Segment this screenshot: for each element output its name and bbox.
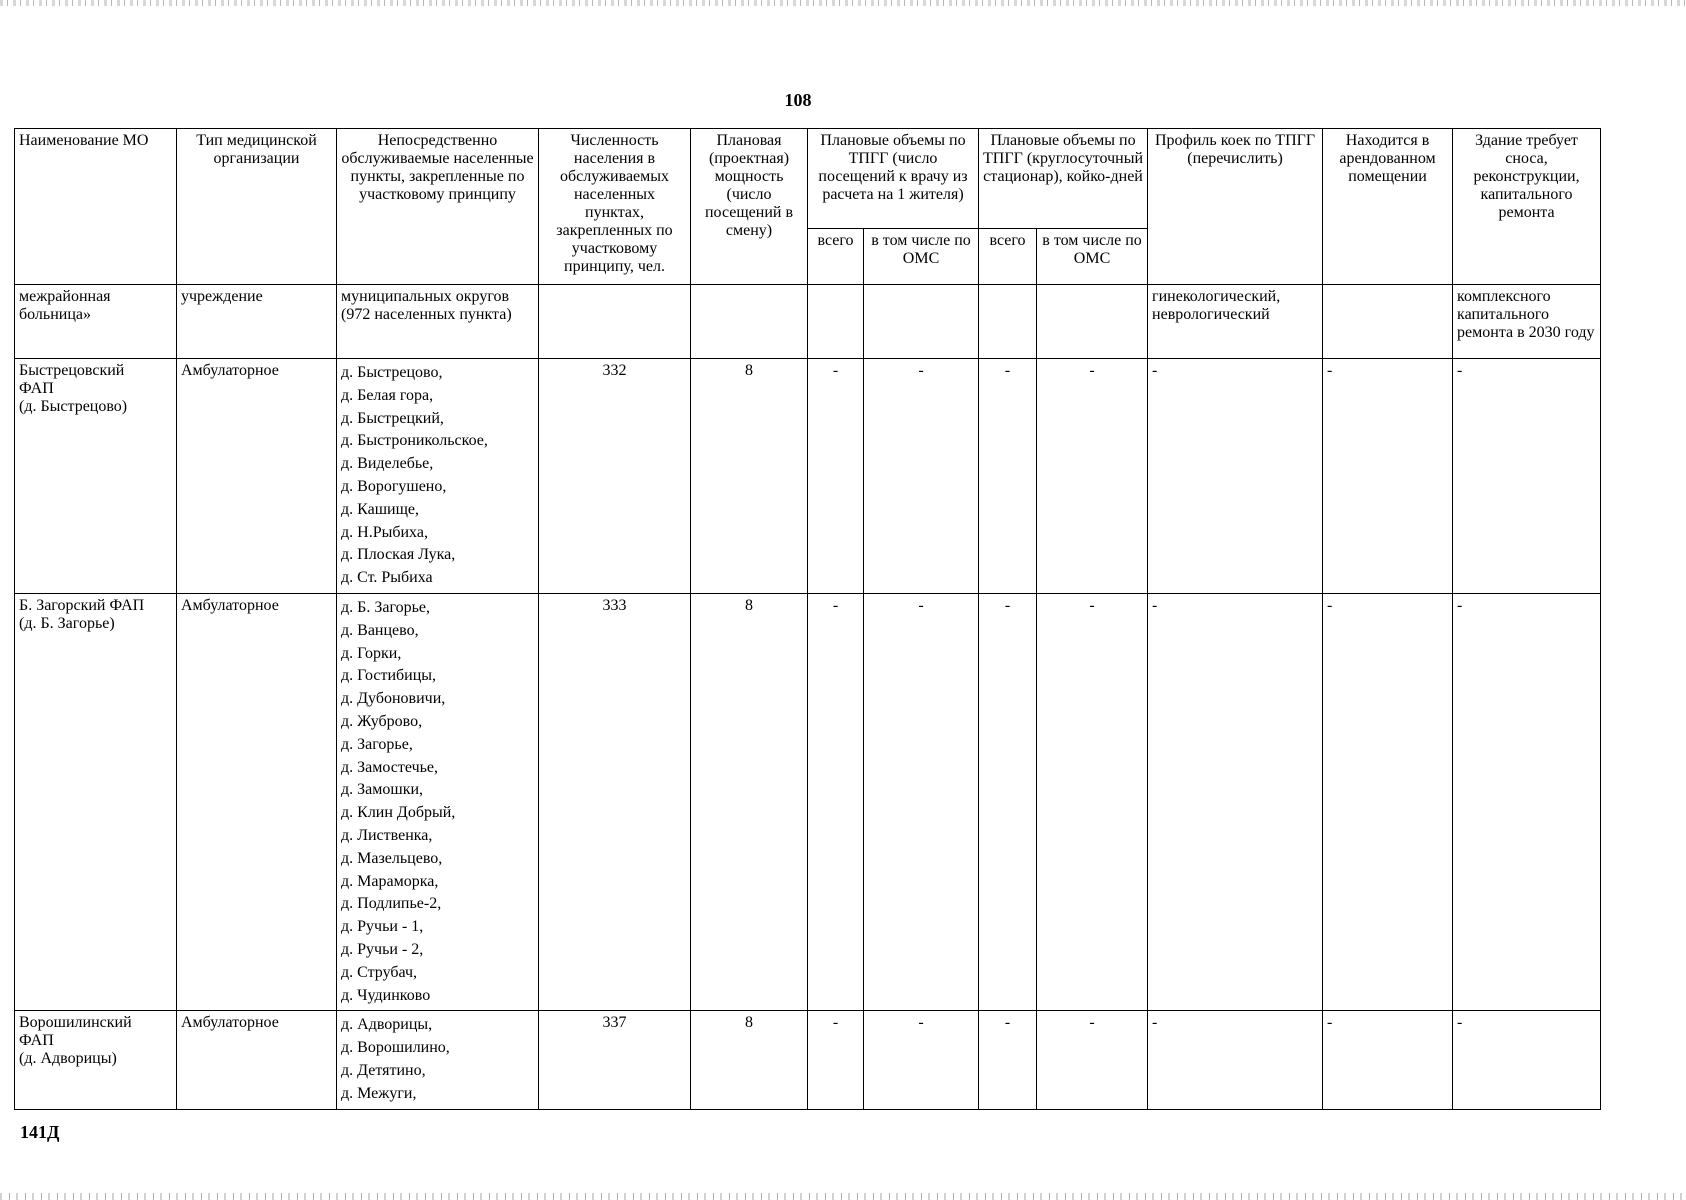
settlement-item: д. Гостибицы, (341, 667, 437, 685)
row-beds-total: - (979, 593, 1037, 1010)
header-name-mo: Наименование МО (15, 129, 177, 285)
header-visits-group: Плановые объемы по ТПГГ (число посещений к врачу из расчета на 1 жителя) (808, 129, 979, 229)
row-beds-oms: - (1037, 593, 1148, 1010)
settlement-item: д. Ворогушено, (341, 477, 447, 495)
settlement-item: д. Чудинково (341, 986, 431, 1004)
cont-beds-total (979, 285, 1037, 359)
settlement-item: д. Быстроникольское, (341, 432, 488, 450)
name-line: (д. Б. Загорье) (19, 614, 115, 632)
table-row (15, 593, 1601, 1010)
row-population: 333 (539, 593, 691, 1010)
name-line: ФАП (19, 380, 54, 397)
settlement-item: д. Лиственка, (341, 826, 433, 844)
table-row (15, 1011, 1601, 1109)
header-beds-total: всего (979, 229, 1037, 285)
settlement-item: д. Струбач, (341, 963, 418, 981)
row-name-mo (15, 359, 177, 594)
settlement-item: д. Замостечье, (341, 758, 439, 776)
header-demolition: Здание требует сноса, реконструкции, капитального ремонта (1453, 129, 1601, 285)
header-visits-oms: в том числе по ОМС (864, 229, 979, 285)
settlement-item: д. Ворошилино, (341, 1039, 450, 1057)
settlement-item: д. Ручьи - 2, (341, 940, 424, 958)
settlement-item: д. Подлипье-2, (341, 895, 442, 913)
row-population: 337 (539, 1011, 691, 1109)
settlement-item: д. Жуброво, (341, 712, 423, 730)
row-rented: - (1323, 1011, 1453, 1109)
header-visits-total: всего (808, 229, 864, 285)
settlement-item: д. Ванцево, (341, 621, 419, 639)
settlement-item: д. Адворицы, (341, 1016, 433, 1034)
settlement-item: д. Быстрецкий, (341, 409, 444, 427)
name-line: (д. Быстрецово) (19, 398, 128, 415)
row-capacity: 8 (691, 1011, 808, 1109)
settlement-item: д. Ст. Рыбиха (341, 569, 433, 587)
settlement-item: д. Н.Рыбиха, (341, 523, 428, 541)
cont-capacity (691, 285, 808, 359)
table-row (15, 359, 1601, 594)
table-body (15, 285, 1601, 1110)
name-line: ФАП (19, 1032, 54, 1050)
row-rented: - (1323, 593, 1453, 1010)
cont-demolition: комплексного капитального ремонта в 2030 году (1453, 285, 1601, 359)
header-org-type: Тип медицинской организации (177, 129, 337, 285)
row-visits-oms: - (864, 1011, 979, 1109)
settlement-item: д. Виделебье, (341, 455, 434, 473)
row-capacity: 8 (691, 359, 808, 594)
settlement-item: д. Плоская Лука, (341, 546, 456, 564)
cont-name-mo: межрайонная больница» (15, 285, 177, 359)
name-line: Б. Загорский ФАП (19, 596, 145, 614)
header-population: Численность населения в обслуживаемых населенных пунктах, закрепленных по участковому принципу, чел. (539, 129, 691, 285)
settlement-item: д. Детятино, (341, 1061, 426, 1079)
name-line: Быстрецовский (19, 362, 125, 379)
header-inpatient-group: Плановые объемы по ТПГГ (круглосуточный стационар), койко-дней (979, 129, 1148, 229)
row-bed-profile: - (1148, 593, 1323, 1010)
row-visits-total: - (808, 593, 864, 1010)
settlement-item: д. Мазельцево, (341, 849, 443, 867)
row-settlements (337, 359, 539, 594)
settlement-item: д. Дубоновичи, (341, 690, 446, 708)
continuation-row (15, 285, 1601, 359)
header-capacity: Плановая (проектная) мощность (число посещений в смену) (691, 129, 808, 285)
medical-organizations-table (14, 128, 1601, 1110)
row-org-type: Амбулаторное (177, 359, 337, 594)
scan-edge-top (0, 0, 1686, 6)
row-bed-profile: - (1148, 1011, 1323, 1109)
row-bed-profile: - (1148, 359, 1323, 594)
name-line: (д. Адворицы) (19, 1050, 117, 1068)
row-org-type: Амбулаторное (177, 1011, 337, 1109)
row-demolition: - (1453, 1011, 1601, 1109)
row-capacity: 8 (691, 593, 808, 1010)
row-beds-total: - (979, 359, 1037, 594)
cont-population (539, 285, 691, 359)
settlement-item: д. Б. Загорье, (341, 598, 431, 616)
row-demolition: - (1453, 593, 1601, 1010)
row-name-mo (15, 593, 177, 1010)
header-rented: Находится в арендованном помещении (1323, 129, 1453, 285)
settlement-item: д. Ручьи - 1, (341, 918, 424, 936)
settlement-item: д. Клин Добрый, (341, 804, 456, 822)
cont-visits-oms (864, 285, 979, 359)
row-beds-oms: - (1037, 1011, 1148, 1109)
header-beds-oms: в том числе по ОМС (1037, 229, 1148, 285)
row-visits-total: - (808, 359, 864, 594)
row-beds-total: - (979, 1011, 1037, 1109)
footer-code: 141Д (20, 1122, 60, 1142)
settlement-item: д. Загорье, (341, 735, 413, 753)
cont-visits-total (808, 285, 864, 359)
row-beds-oms: - (1037, 359, 1148, 594)
header-bed-profile: Профиль коек по ТПГГ (перечислить) (1148, 129, 1323, 285)
row-rented: - (1323, 359, 1453, 594)
settlement-item: д. Замошки, (341, 781, 424, 799)
scan-edge-bottom (0, 1193, 1686, 1200)
table-header (15, 129, 1601, 285)
name-line: Ворошилинский (19, 1014, 132, 1032)
cont-bed-profile: гинекологический, неврологический (1148, 285, 1323, 359)
settlement-item: д. Межуги, (341, 1084, 417, 1102)
row-settlements (337, 593, 539, 1010)
page-number: 108 (784, 90, 812, 110)
settlement-item: д. Белая гора, (341, 386, 434, 404)
cont-rented (1323, 285, 1453, 359)
row-name-mo (15, 1011, 177, 1109)
cont-org-type: учреждение (177, 285, 337, 359)
row-settlements (337, 1011, 539, 1109)
row-demolition: - (1453, 359, 1601, 594)
settlement-item: д. Мараморка, (341, 872, 439, 890)
row-org-type: Амбулаторное (177, 593, 337, 1010)
settlement-item: д. Горки, (341, 644, 402, 662)
cont-beds-oms (1037, 285, 1148, 359)
row-visits-oms: - (864, 359, 979, 594)
row-visits-total: - (808, 1011, 864, 1109)
cont-settlements: муниципальных округов (972 населенных пункта) (337, 285, 539, 359)
settlement-item: д. Быстрецово, (341, 364, 443, 381)
row-population: 332 (539, 359, 691, 594)
header-settlements: Непосредственно обслуживаемые населенные пункты, закрепленные по участковому принципу (337, 129, 539, 285)
row-visits-oms: - (864, 593, 979, 1010)
settlement-item: д. Кашище, (341, 500, 420, 518)
